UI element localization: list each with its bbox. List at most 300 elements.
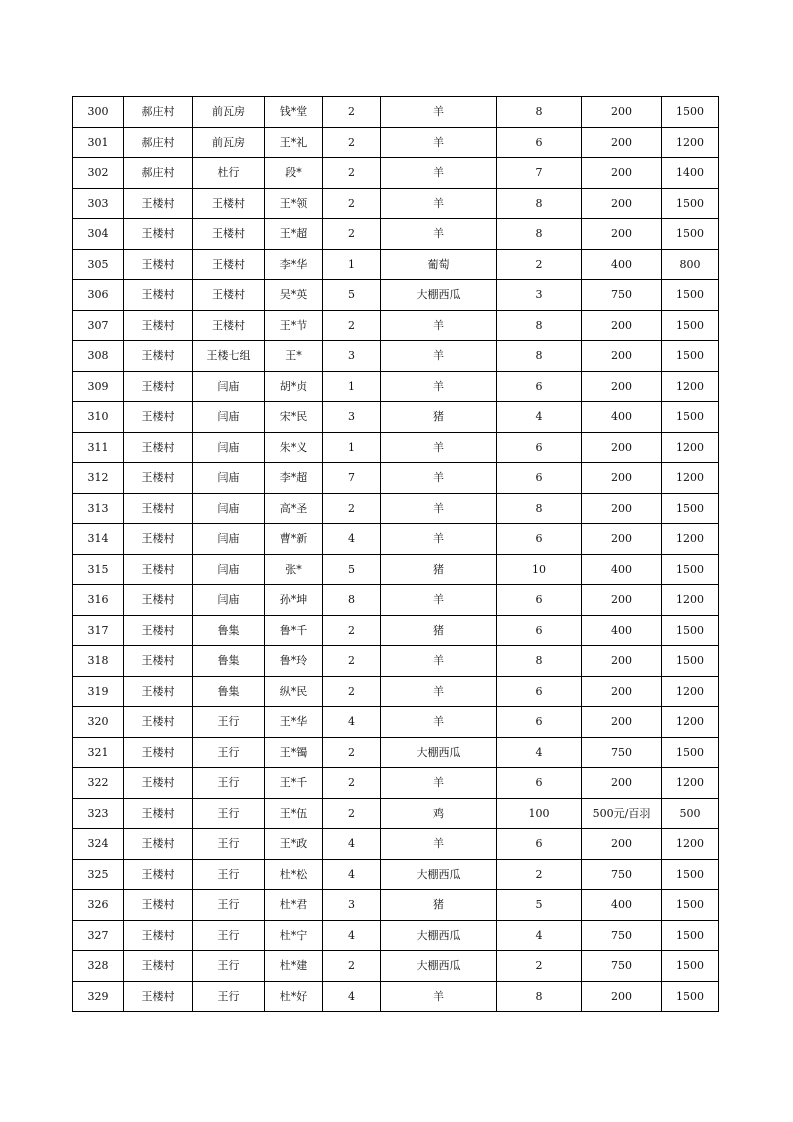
project-cell: 羊 [381,341,497,372]
unit-subsidy-cell: 200 [582,341,662,372]
village-cell: 郝庄村 [124,97,193,128]
row-number-cell: 314 [73,524,124,555]
name-cell: 胡*贞 [265,371,323,402]
group-cell: 鲁集 [193,646,265,677]
subsidy-amount-cell: 1500 [662,981,719,1012]
unit-subsidy-cell: 200 [582,127,662,158]
household-size-cell: 2 [323,493,381,524]
unit-subsidy-cell: 200 [582,432,662,463]
household-size-cell: 2 [323,798,381,829]
row-number-cell: 324 [73,829,124,860]
group-cell: 前瓦房 [193,97,265,128]
name-cell: 吴*英 [265,280,323,311]
name-cell: 张* [265,554,323,585]
row-number-cell: 318 [73,646,124,677]
village-cell: 王楼村 [124,249,193,280]
household-size-cell: 2 [323,158,381,189]
unit-subsidy-cell: 200 [582,585,662,616]
subsidy-amount-cell: 1400 [662,158,719,189]
quantity-cell: 6 [497,463,582,494]
household-size-cell: 1 [323,432,381,463]
name-cell: 孙*坤 [265,585,323,616]
subsidy-amount-cell: 1500 [662,219,719,250]
name-cell: 王*华 [265,707,323,738]
name-cell: 杜*宁 [265,920,323,951]
table-row [73,890,719,921]
unit-subsidy-cell: 200 [582,646,662,677]
table-row [73,554,719,585]
village-cell: 王楼村 [124,493,193,524]
household-size-cell: 4 [323,829,381,860]
table-row [73,524,719,555]
village-cell: 王楼村 [124,798,193,829]
row-number-cell: 303 [73,188,124,219]
group-cell: 闫庙 [193,371,265,402]
unit-subsidy-cell: 750 [582,951,662,982]
village-cell: 王楼村 [124,707,193,738]
group-cell: 王楼村 [193,280,265,311]
project-cell: 鸡 [381,798,497,829]
subsidy-amount-cell: 1200 [662,127,719,158]
village-cell: 王楼村 [124,737,193,768]
row-number-cell: 319 [73,676,124,707]
table-row [73,493,719,524]
unit-subsidy-cell: 200 [582,768,662,799]
unit-subsidy-cell: 750 [582,859,662,890]
group-cell: 王行 [193,737,265,768]
project-cell: 羊 [381,432,497,463]
household-size-cell: 3 [323,341,381,372]
project-cell: 羊 [381,524,497,555]
name-cell: 杜*松 [265,859,323,890]
subsidy-amount-cell: 800 [662,249,719,280]
quantity-cell: 8 [497,646,582,677]
name-cell: 朱*义 [265,432,323,463]
row-number-cell: 320 [73,707,124,738]
village-cell: 王楼村 [124,219,193,250]
village-cell: 王楼村 [124,676,193,707]
household-size-cell: 7 [323,463,381,494]
quantity-cell: 6 [497,432,582,463]
project-cell: 羊 [381,219,497,250]
quantity-cell: 4 [497,402,582,433]
subsidy-amount-cell: 1200 [662,432,719,463]
group-cell: 王行 [193,951,265,982]
subsidy-amount-cell: 1500 [662,493,719,524]
project-cell: 大棚西瓜 [381,920,497,951]
unit-subsidy-cell: 200 [582,188,662,219]
household-size-cell: 1 [323,371,381,402]
group-cell: 王楼七组 [193,341,265,372]
quantity-cell: 8 [497,981,582,1012]
name-cell: 王*节 [265,310,323,341]
subsidy-amount-cell: 1500 [662,402,719,433]
unit-subsidy-cell: 200 [582,676,662,707]
household-size-cell: 5 [323,280,381,311]
unit-subsidy-cell: 500元/百羽 [582,798,662,829]
table-row [73,951,719,982]
unit-subsidy-cell: 400 [582,249,662,280]
table-row [73,310,719,341]
table-row [73,371,719,402]
group-cell: 王行 [193,768,265,799]
subsidy-amount-cell: 1500 [662,341,719,372]
quantity-cell: 6 [497,371,582,402]
unit-subsidy-cell: 200 [582,310,662,341]
quantity-cell: 5 [497,890,582,921]
subsidy-amount-cell: 1500 [662,310,719,341]
data-table [72,96,719,1012]
table-row [73,341,719,372]
group-cell: 王行 [193,890,265,921]
village-cell: 王楼村 [124,341,193,372]
row-number-cell: 307 [73,310,124,341]
table-row [73,432,719,463]
subsidy-amount-cell: 1500 [662,280,719,311]
village-cell: 王楼村 [124,829,193,860]
table-row [73,920,719,951]
project-cell: 羊 [381,127,497,158]
quantity-cell: 6 [497,676,582,707]
subsidy-amount-cell: 1200 [662,371,719,402]
unit-subsidy-cell: 200 [582,158,662,189]
project-cell: 羊 [381,463,497,494]
project-cell: 猪 [381,402,497,433]
unit-subsidy-cell: 400 [582,402,662,433]
row-number-cell: 327 [73,920,124,951]
project-cell: 羊 [381,829,497,860]
project-cell: 羊 [381,371,497,402]
name-cell: 王*镯 [265,737,323,768]
table-row [73,615,719,646]
name-cell: 王*礼 [265,127,323,158]
group-cell: 闫庙 [193,585,265,616]
subsidy-amount-cell: 1500 [662,615,719,646]
table-row [73,158,719,189]
village-cell: 王楼村 [124,310,193,341]
household-size-cell: 2 [323,188,381,219]
group-cell: 王行 [193,829,265,860]
quantity-cell: 8 [497,219,582,250]
village-cell: 王楼村 [124,646,193,677]
row-number-cell: 313 [73,493,124,524]
subsidy-amount-cell: 1500 [662,97,719,128]
quantity-cell: 4 [497,737,582,768]
quantity-cell: 8 [497,188,582,219]
group-cell: 闫庙 [193,463,265,494]
table-row [73,829,719,860]
name-cell: 高*圣 [265,493,323,524]
group-cell: 王行 [193,920,265,951]
quantity-cell: 8 [497,341,582,372]
name-cell: 杜*建 [265,951,323,982]
name-cell: 王*伍 [265,798,323,829]
village-cell: 王楼村 [124,524,193,555]
group-cell: 王楼村 [193,188,265,219]
group-cell: 王楼村 [193,219,265,250]
unit-subsidy-cell: 200 [582,493,662,524]
village-cell: 王楼村 [124,432,193,463]
group-cell: 鲁集 [193,615,265,646]
group-cell: 闫庙 [193,402,265,433]
project-cell: 羊 [381,646,497,677]
table-row [73,402,719,433]
unit-subsidy-cell: 200 [582,524,662,555]
row-number-cell: 301 [73,127,124,158]
quantity-cell: 8 [497,97,582,128]
unit-subsidy-cell: 750 [582,920,662,951]
project-cell: 葡萄 [381,249,497,280]
name-cell: 钱*堂 [265,97,323,128]
unit-subsidy-cell: 200 [582,829,662,860]
table-row [73,97,719,128]
household-size-cell: 2 [323,737,381,768]
quantity-cell: 3 [497,280,582,311]
quantity-cell: 6 [497,615,582,646]
group-cell: 王楼村 [193,249,265,280]
quantity-cell: 2 [497,859,582,890]
household-size-cell: 4 [323,859,381,890]
table-row [73,768,719,799]
subsidy-amount-cell: 1200 [662,524,719,555]
household-size-cell: 2 [323,127,381,158]
table-row [73,280,719,311]
group-cell: 闫庙 [193,554,265,585]
unit-subsidy-cell: 400 [582,890,662,921]
project-cell: 猪 [381,890,497,921]
village-cell: 王楼村 [124,920,193,951]
subsidy-amount-cell: 500 [662,798,719,829]
row-number-cell: 302 [73,158,124,189]
unit-subsidy-cell: 200 [582,463,662,494]
row-number-cell: 317 [73,615,124,646]
quantity-cell: 8 [497,493,582,524]
unit-subsidy-cell: 400 [582,554,662,585]
group-cell: 闫庙 [193,524,265,555]
quantity-cell: 6 [497,127,582,158]
row-number-cell: 311 [73,432,124,463]
household-size-cell: 4 [323,981,381,1012]
quantity-cell: 7 [497,158,582,189]
unit-subsidy-cell: 750 [582,737,662,768]
table-row [73,646,719,677]
subsidy-amount-cell: 1500 [662,920,719,951]
group-cell: 王行 [193,707,265,738]
name-cell: 王* [265,341,323,372]
unit-subsidy-cell: 200 [582,97,662,128]
name-cell: 李*华 [265,249,323,280]
household-size-cell: 8 [323,585,381,616]
row-number-cell: 300 [73,97,124,128]
row-number-cell: 315 [73,554,124,585]
document-page [72,96,719,1012]
village-cell: 王楼村 [124,951,193,982]
name-cell: 段* [265,158,323,189]
household-size-cell: 3 [323,890,381,921]
village-cell: 王楼村 [124,615,193,646]
household-size-cell: 2 [323,951,381,982]
row-number-cell: 326 [73,890,124,921]
village-cell: 王楼村 [124,890,193,921]
row-number-cell: 323 [73,798,124,829]
table-body [73,97,719,1012]
household-size-cell: 2 [323,676,381,707]
project-cell: 羊 [381,585,497,616]
name-cell: 王*领 [265,188,323,219]
village-cell: 王楼村 [124,280,193,311]
project-cell: 羊 [381,188,497,219]
table-row [73,585,719,616]
group-cell: 闫庙 [193,432,265,463]
unit-subsidy-cell: 200 [582,981,662,1012]
project-cell: 猪 [381,615,497,646]
table-row [73,981,719,1012]
village-cell: 王楼村 [124,463,193,494]
project-cell: 大棚西瓜 [381,737,497,768]
project-cell: 羊 [381,158,497,189]
table-row [73,859,719,890]
quantity-cell: 6 [497,585,582,616]
name-cell: 宋*民 [265,402,323,433]
project-cell: 大棚西瓜 [381,859,497,890]
household-size-cell: 4 [323,524,381,555]
row-number-cell: 310 [73,402,124,433]
group-cell: 王行 [193,981,265,1012]
village-cell: 王楼村 [124,371,193,402]
table-row [73,737,719,768]
unit-subsidy-cell: 200 [582,707,662,738]
subsidy-amount-cell: 1200 [662,768,719,799]
row-number-cell: 328 [73,951,124,982]
table-row [73,127,719,158]
table-row [73,463,719,494]
subsidy-amount-cell: 1200 [662,676,719,707]
project-cell: 猪 [381,554,497,585]
project-cell: 羊 [381,97,497,128]
group-cell: 鲁集 [193,676,265,707]
table-row [73,249,719,280]
group-cell: 王行 [193,859,265,890]
group-cell: 杜行 [193,158,265,189]
table-row [73,219,719,250]
village-cell: 王楼村 [124,585,193,616]
project-cell: 羊 [381,493,497,524]
village-cell: 郝庄村 [124,158,193,189]
group-cell: 王行 [193,798,265,829]
name-cell: 纵*民 [265,676,323,707]
project-cell: 羊 [381,676,497,707]
village-cell: 王楼村 [124,402,193,433]
household-size-cell: 3 [323,402,381,433]
table-row [73,676,719,707]
household-size-cell: 4 [323,920,381,951]
subsidy-amount-cell: 1200 [662,829,719,860]
subsidy-amount-cell: 1500 [662,859,719,890]
project-cell: 羊 [381,981,497,1012]
project-cell: 羊 [381,707,497,738]
row-number-cell: 322 [73,768,124,799]
row-number-cell: 321 [73,737,124,768]
quantity-cell: 6 [497,829,582,860]
quantity-cell: 2 [497,249,582,280]
row-number-cell: 316 [73,585,124,616]
table-row [73,188,719,219]
quantity-cell: 6 [497,524,582,555]
name-cell: 曹*新 [265,524,323,555]
village-cell: 王楼村 [124,554,193,585]
project-cell: 大棚西瓜 [381,280,497,311]
name-cell: 王*超 [265,219,323,250]
quantity-cell: 6 [497,707,582,738]
household-size-cell: 1 [323,249,381,280]
table-row [73,798,719,829]
quantity-cell: 2 [497,951,582,982]
name-cell: 王*千 [265,768,323,799]
village-cell: 王楼村 [124,188,193,219]
table-row [73,707,719,738]
village-cell: 王楼村 [124,768,193,799]
unit-subsidy-cell: 400 [582,615,662,646]
row-number-cell: 329 [73,981,124,1012]
name-cell: 杜*君 [265,890,323,921]
row-number-cell: 312 [73,463,124,494]
subsidy-amount-cell: 1500 [662,554,719,585]
group-cell: 闫庙 [193,493,265,524]
village-cell: 郝庄村 [124,127,193,158]
name-cell: 李*超 [265,463,323,494]
name-cell: 鲁*玲 [265,646,323,677]
unit-subsidy-cell: 200 [582,371,662,402]
household-size-cell: 2 [323,615,381,646]
household-size-cell: 5 [323,554,381,585]
subsidy-amount-cell: 1500 [662,951,719,982]
subsidy-amount-cell: 1200 [662,707,719,738]
unit-subsidy-cell: 750 [582,280,662,311]
household-size-cell: 4 [323,707,381,738]
subsidy-amount-cell: 1500 [662,646,719,677]
quantity-cell: 100 [497,798,582,829]
name-cell: 杜*好 [265,981,323,1012]
group-cell: 前瓦房 [193,127,265,158]
household-size-cell: 2 [323,646,381,677]
subsidy-amount-cell: 1500 [662,737,719,768]
unit-subsidy-cell: 200 [582,219,662,250]
household-size-cell: 2 [323,219,381,250]
quantity-cell: 4 [497,920,582,951]
name-cell: 鲁*千 [265,615,323,646]
subsidy-amount-cell: 1200 [662,463,719,494]
household-size-cell: 2 [323,97,381,128]
project-cell: 羊 [381,768,497,799]
subsidy-amount-cell: 1500 [662,890,719,921]
subsidy-amount-cell: 1200 [662,585,719,616]
village-cell: 王楼村 [124,859,193,890]
group-cell: 王楼村 [193,310,265,341]
row-number-cell: 304 [73,219,124,250]
village-cell: 王楼村 [124,981,193,1012]
row-number-cell: 309 [73,371,124,402]
household-size-cell: 2 [323,310,381,341]
household-size-cell: 2 [323,768,381,799]
row-number-cell: 308 [73,341,124,372]
row-number-cell: 325 [73,859,124,890]
quantity-cell: 8 [497,310,582,341]
project-cell: 大棚西瓜 [381,951,497,982]
quantity-cell: 10 [497,554,582,585]
quantity-cell: 6 [497,768,582,799]
project-cell: 羊 [381,310,497,341]
subsidy-amount-cell: 1500 [662,188,719,219]
